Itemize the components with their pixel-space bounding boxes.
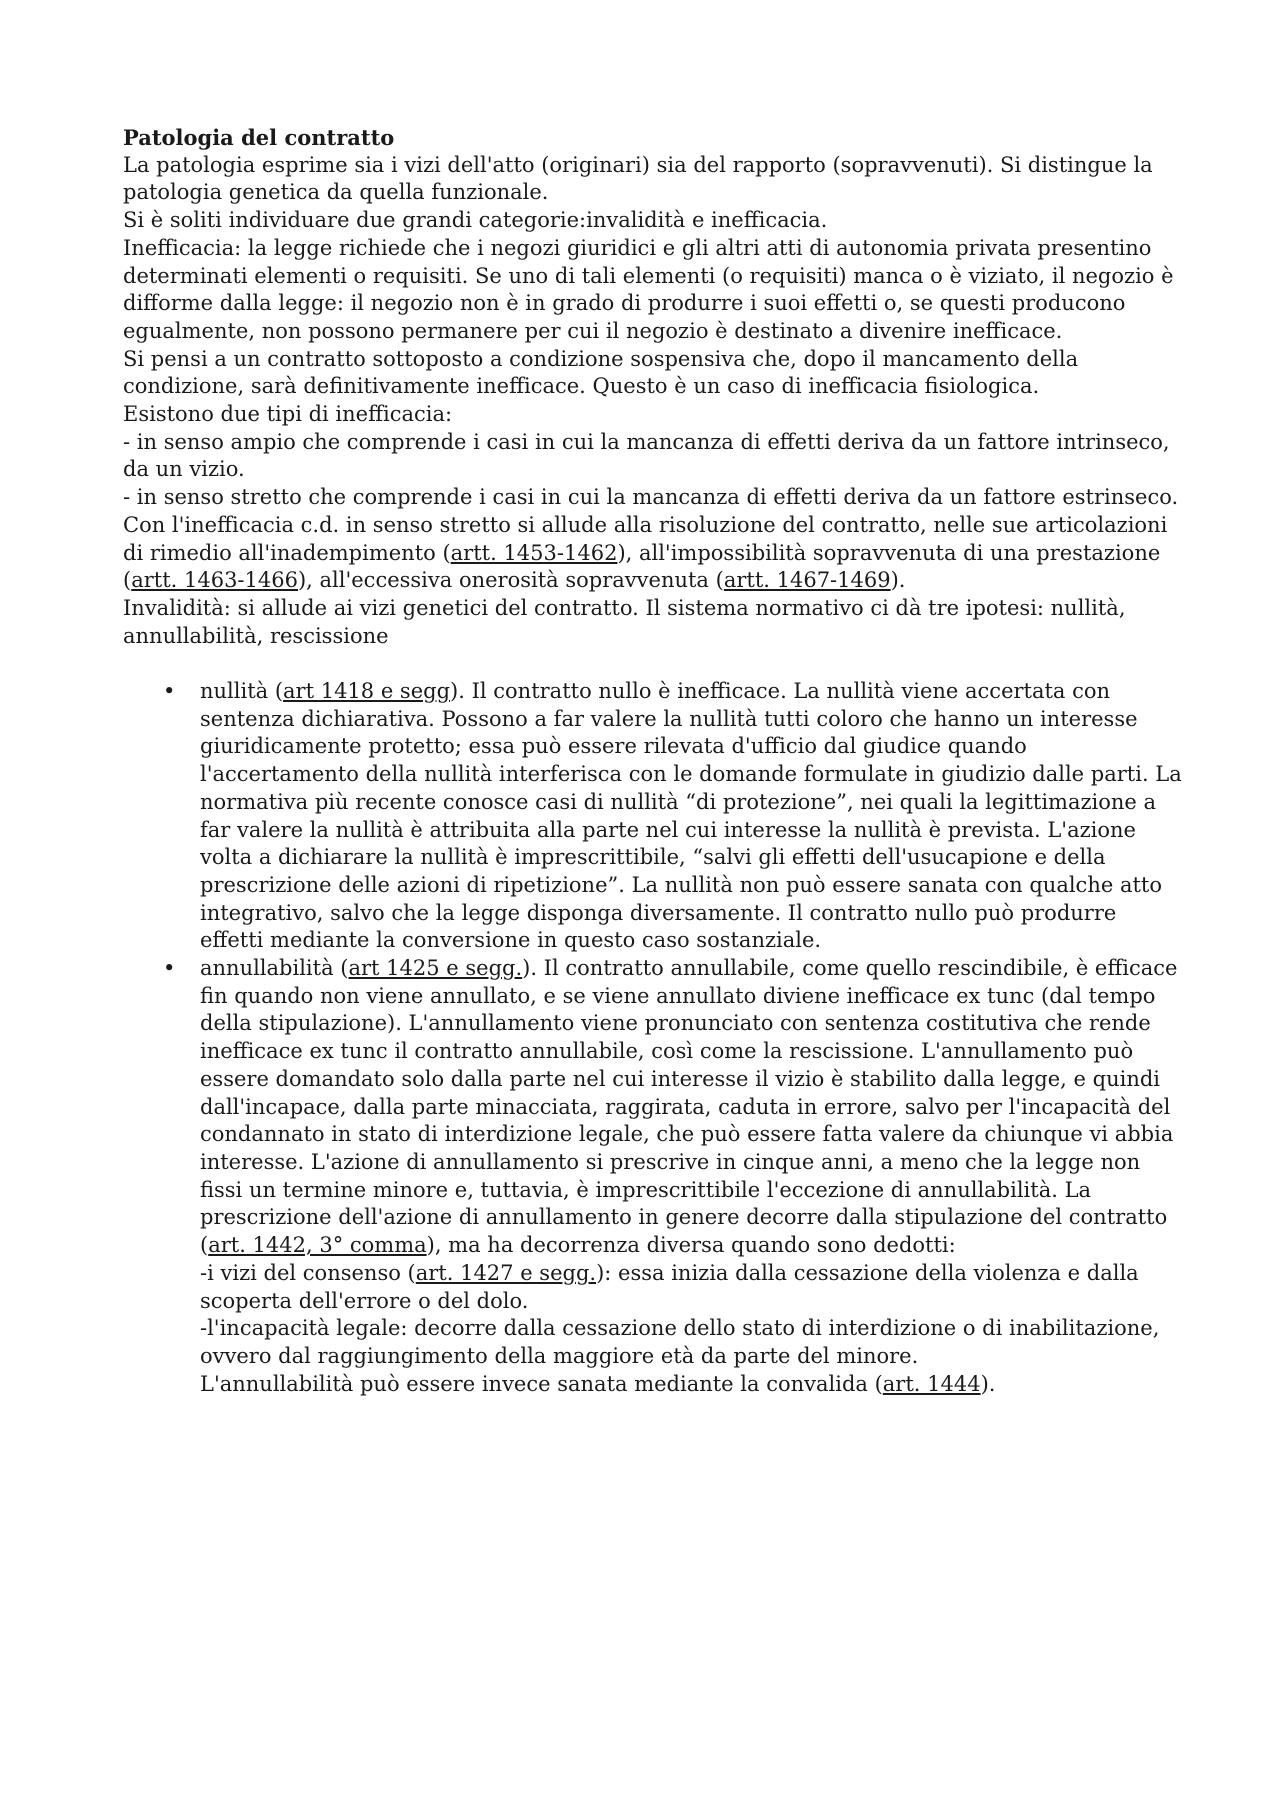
tipi-inefficacia-heading: Esistono due tipi di inefficacia: xyxy=(123,402,453,427)
link-art-1425[interactable]: art 1425 e segg. xyxy=(348,956,523,981)
text: nullità ( xyxy=(200,679,284,704)
link-art-1418[interactable]: art 1418 e segg xyxy=(283,679,451,704)
list-item-annullabilita xyxy=(123,955,1183,1398)
invalidita-paragraph: Invalidità: si allude ai vizi genetici del contratto. Il sistema normativo ci dà tre ipotesi: nullità, annullabilità, rescissione xyxy=(123,595,1126,648)
bullet-icon: • xyxy=(163,956,176,981)
intro-paragraph-1: La patologia esprime sia i vizi dell'atto (originari) sia del rapporto (sopravvenuti). Si distingue la patologia genetica da quella funzionale. xyxy=(123,152,1153,205)
intro-paragraph-2: Si è soliti individuare due grandi categorie:invalidità e inefficacia. xyxy=(123,208,828,233)
spacer xyxy=(123,650,1183,678)
invalidita-list xyxy=(123,678,1183,1398)
text: ). xyxy=(890,568,906,593)
text: ). Il contratto nullo è inefficace. La nullità viene accertata con sentenza dichiarativa. Possono a far valere la nullità tutti coloro che hanno un interesse giuridicamente protetto; essa può essere rilevata d'ufficio dal giudice quando l'accertamento della nullità interferisca con le domande formulate in giudizio dalle parti. La normativa più recente conosce casi di nullità “di protezione”, nei quali la legittimazione a far valere la nullità è attribuita alla parte nel cui interesse la nullità è prevista. L'azione volta a dichiarare la nullità è imprescrittibile, “salvi gli effetti dell'usucapione e della prescrizione delle azioni di ripetizione”. La nullità non può essere sanata con qualche atto integrativo, salvo che la legge disponga diversamente. Il contratto nullo può produrre effetti mediante la conversione in questo caso sostanziale. xyxy=(200,679,1182,953)
link-art-1427[interactable]: art. 1427 e segg. xyxy=(415,1260,597,1285)
text: ), all'impossibilità sopravvenuta di una prestazione ( xyxy=(123,540,1161,593)
text: -i vizi del consenso ( xyxy=(200,1260,416,1285)
bullet-icon: • xyxy=(163,679,176,704)
text: ). xyxy=(980,1371,996,1396)
vizi-consenso-item xyxy=(200,1260,1183,1315)
document-title: Patologia del contratto xyxy=(123,125,395,150)
risoluzione-paragraph xyxy=(123,512,1183,595)
text: ). Il contratto annullabile, come quello rescindibile, è efficace fin quando non viene annullato, e se viene annullato diviene inefficace ex tunc (dal tempo della stipulazione). L'annullamento viene pronunciato con sentenza costitutiva che rende inefficace ex tunc il contratto annullabile, così come la rescissione. L'annullamento può essere domandato solo dalla parte nel cui interesse il vizio è stabilito dalla legge, e quindi dall'incapace, dalla parte minacciata, raggirata, caduta in errore, salvo per l'incapacità del condannato in stato di interdizione legale, che può essere fatta valere da chiunque vi abbia interesse. L'azione di annullamento si prescrive in cinque anni, a meno che la legge non fissi un termine minore e, tuttavia, è imprescrittibile l'eccezione di annullabilità. La prescrizione dell'azione di annullamento in genere decorre dalla stipulazione del contratto ( xyxy=(200,956,1178,1258)
link-art-1442[interactable]: art. 1442, 3° comma xyxy=(208,1233,427,1258)
text: ), all'eccessiva onerosità sopravvenuta ( xyxy=(297,568,724,593)
convalida-item xyxy=(200,1371,1183,1399)
link-artt-1453-1462[interactable]: artt. 1453-1462 xyxy=(450,540,618,565)
link-artt-1463-1466[interactable]: artt. 1463-1466 xyxy=(131,568,298,593)
text: L'annullabilità può essere invece sanata mediante la convalida ( xyxy=(200,1371,883,1396)
senso-stretto-item: - in senso stretto che comprende i casi in cui la mancanza di effetti deriva da un fattore estrinseco. xyxy=(123,485,1179,510)
text: annullabilità ( xyxy=(200,956,349,981)
incapacita-item: -l'incapacità legale: decorre dalla cessazione dello stato di interdizione o di inabilitazione, ovvero dal raggiungimento della maggiore età da parte del minore. xyxy=(200,1316,1160,1368)
senso-ampio-item: - in senso ampio che comprende i casi in cui la mancanza di effetti deriva da un fattore intrinseco, da un vizio. xyxy=(123,429,1170,482)
inefficacia-paragraph: Inefficacia: la legge richiede che i negozi giuridici e gli altri atti di autonomia privata presentino determinati elementi o requisiti. Se uno di tali elementi (o requisiti) manca o è viziato, il negozio è difforme dalla legge: il negozio non è in grado di produrre i suoi effetti o, se questi producono egualmente, non possono permanere per cui il negozio è destinato a divenire inefficace. xyxy=(123,235,1174,343)
text: ): essa inizia dalla cessazione della violenza e dalla scoperta dell'errore o del dolo. xyxy=(200,1260,1139,1313)
list-item-nullita xyxy=(123,678,1183,955)
link-artt-1467-1469[interactable]: artt. 1467-1469 xyxy=(723,568,891,593)
text: ), ma ha decorrenza diversa quando sono dedotti: xyxy=(426,1233,956,1258)
condizione-paragraph: Si pensi a un contratto sottoposto a condizione sospensiva che, dopo il mancamento della condizione, sarà definitivamente inefficace. Questo è un caso di inefficacia fisiologica. xyxy=(123,346,1079,399)
document-page xyxy=(123,124,1183,1398)
text: Con l'inefficacia c.d. in senso stretto si allude alla risoluzione del contratto, nelle sue articolazioni di rimedio all'inadempimento ( xyxy=(123,512,1168,565)
link-art-1444[interactable]: art. 1444 xyxy=(882,1371,981,1396)
